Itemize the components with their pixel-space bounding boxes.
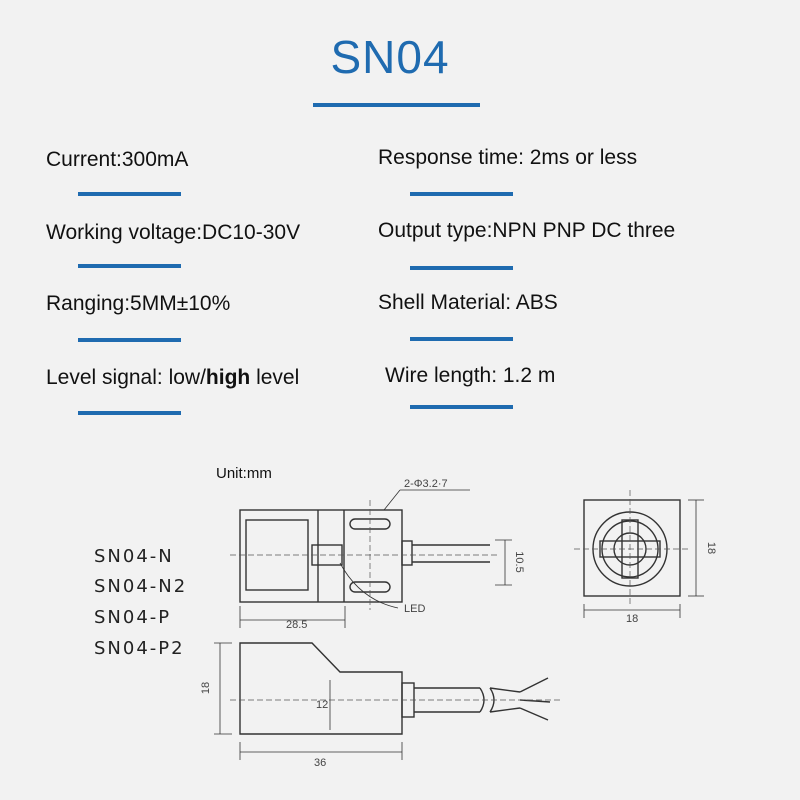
dim-cable-dia: 10.5 <box>513 551 525 573</box>
unit-label: Unit:mm <box>216 465 272 482</box>
spec-ranging: Ranging:5MM±10% <box>46 292 231 315</box>
model-label: SN04-P <box>94 607 172 628</box>
spec-response-time: Response time: 2ms or less <box>378 146 638 169</box>
page-title: SN04 <box>330 31 450 83</box>
spec-current: Current:300mA <box>46 148 189 171</box>
spec-shell-material: Shell Material: ABS <box>378 291 558 314</box>
spec-working-voltage: Working voltage:DC10-30V <box>46 221 301 244</box>
dim-front-height: 18 <box>705 541 717 555</box>
top-view-body <box>240 510 402 602</box>
dim-side-height: 18 <box>200 681 212 695</box>
spec-output-type: Output type:NPN PNP DC three <box>378 219 676 242</box>
dim-body-length: 28.5 <box>286 619 308 631</box>
model-label: SN04-N <box>94 546 174 567</box>
dim-front-width: 18 <box>626 613 639 625</box>
cable-gland <box>402 541 412 565</box>
spec-level-signal-suffix: level <box>250 366 300 389</box>
side-view-body <box>240 643 402 734</box>
model-label: SN04-N2 <box>94 576 188 597</box>
spec-wire-length: Wire length: 1.2 m <box>385 364 556 387</box>
spec-level-signal-bold: high <box>205 366 251 389</box>
front-view-body <box>584 500 680 596</box>
dim-side-inner: 12 <box>316 699 329 711</box>
model-label: SN04-P2 <box>94 638 185 659</box>
dim-led: LED <box>404 603 426 615</box>
spec-level-signal-prefix: Level signal: low/ <box>46 366 206 389</box>
dim-hole: 2-Φ3.2·7 <box>404 478 448 490</box>
dim-side-length: 36 <box>314 757 327 769</box>
